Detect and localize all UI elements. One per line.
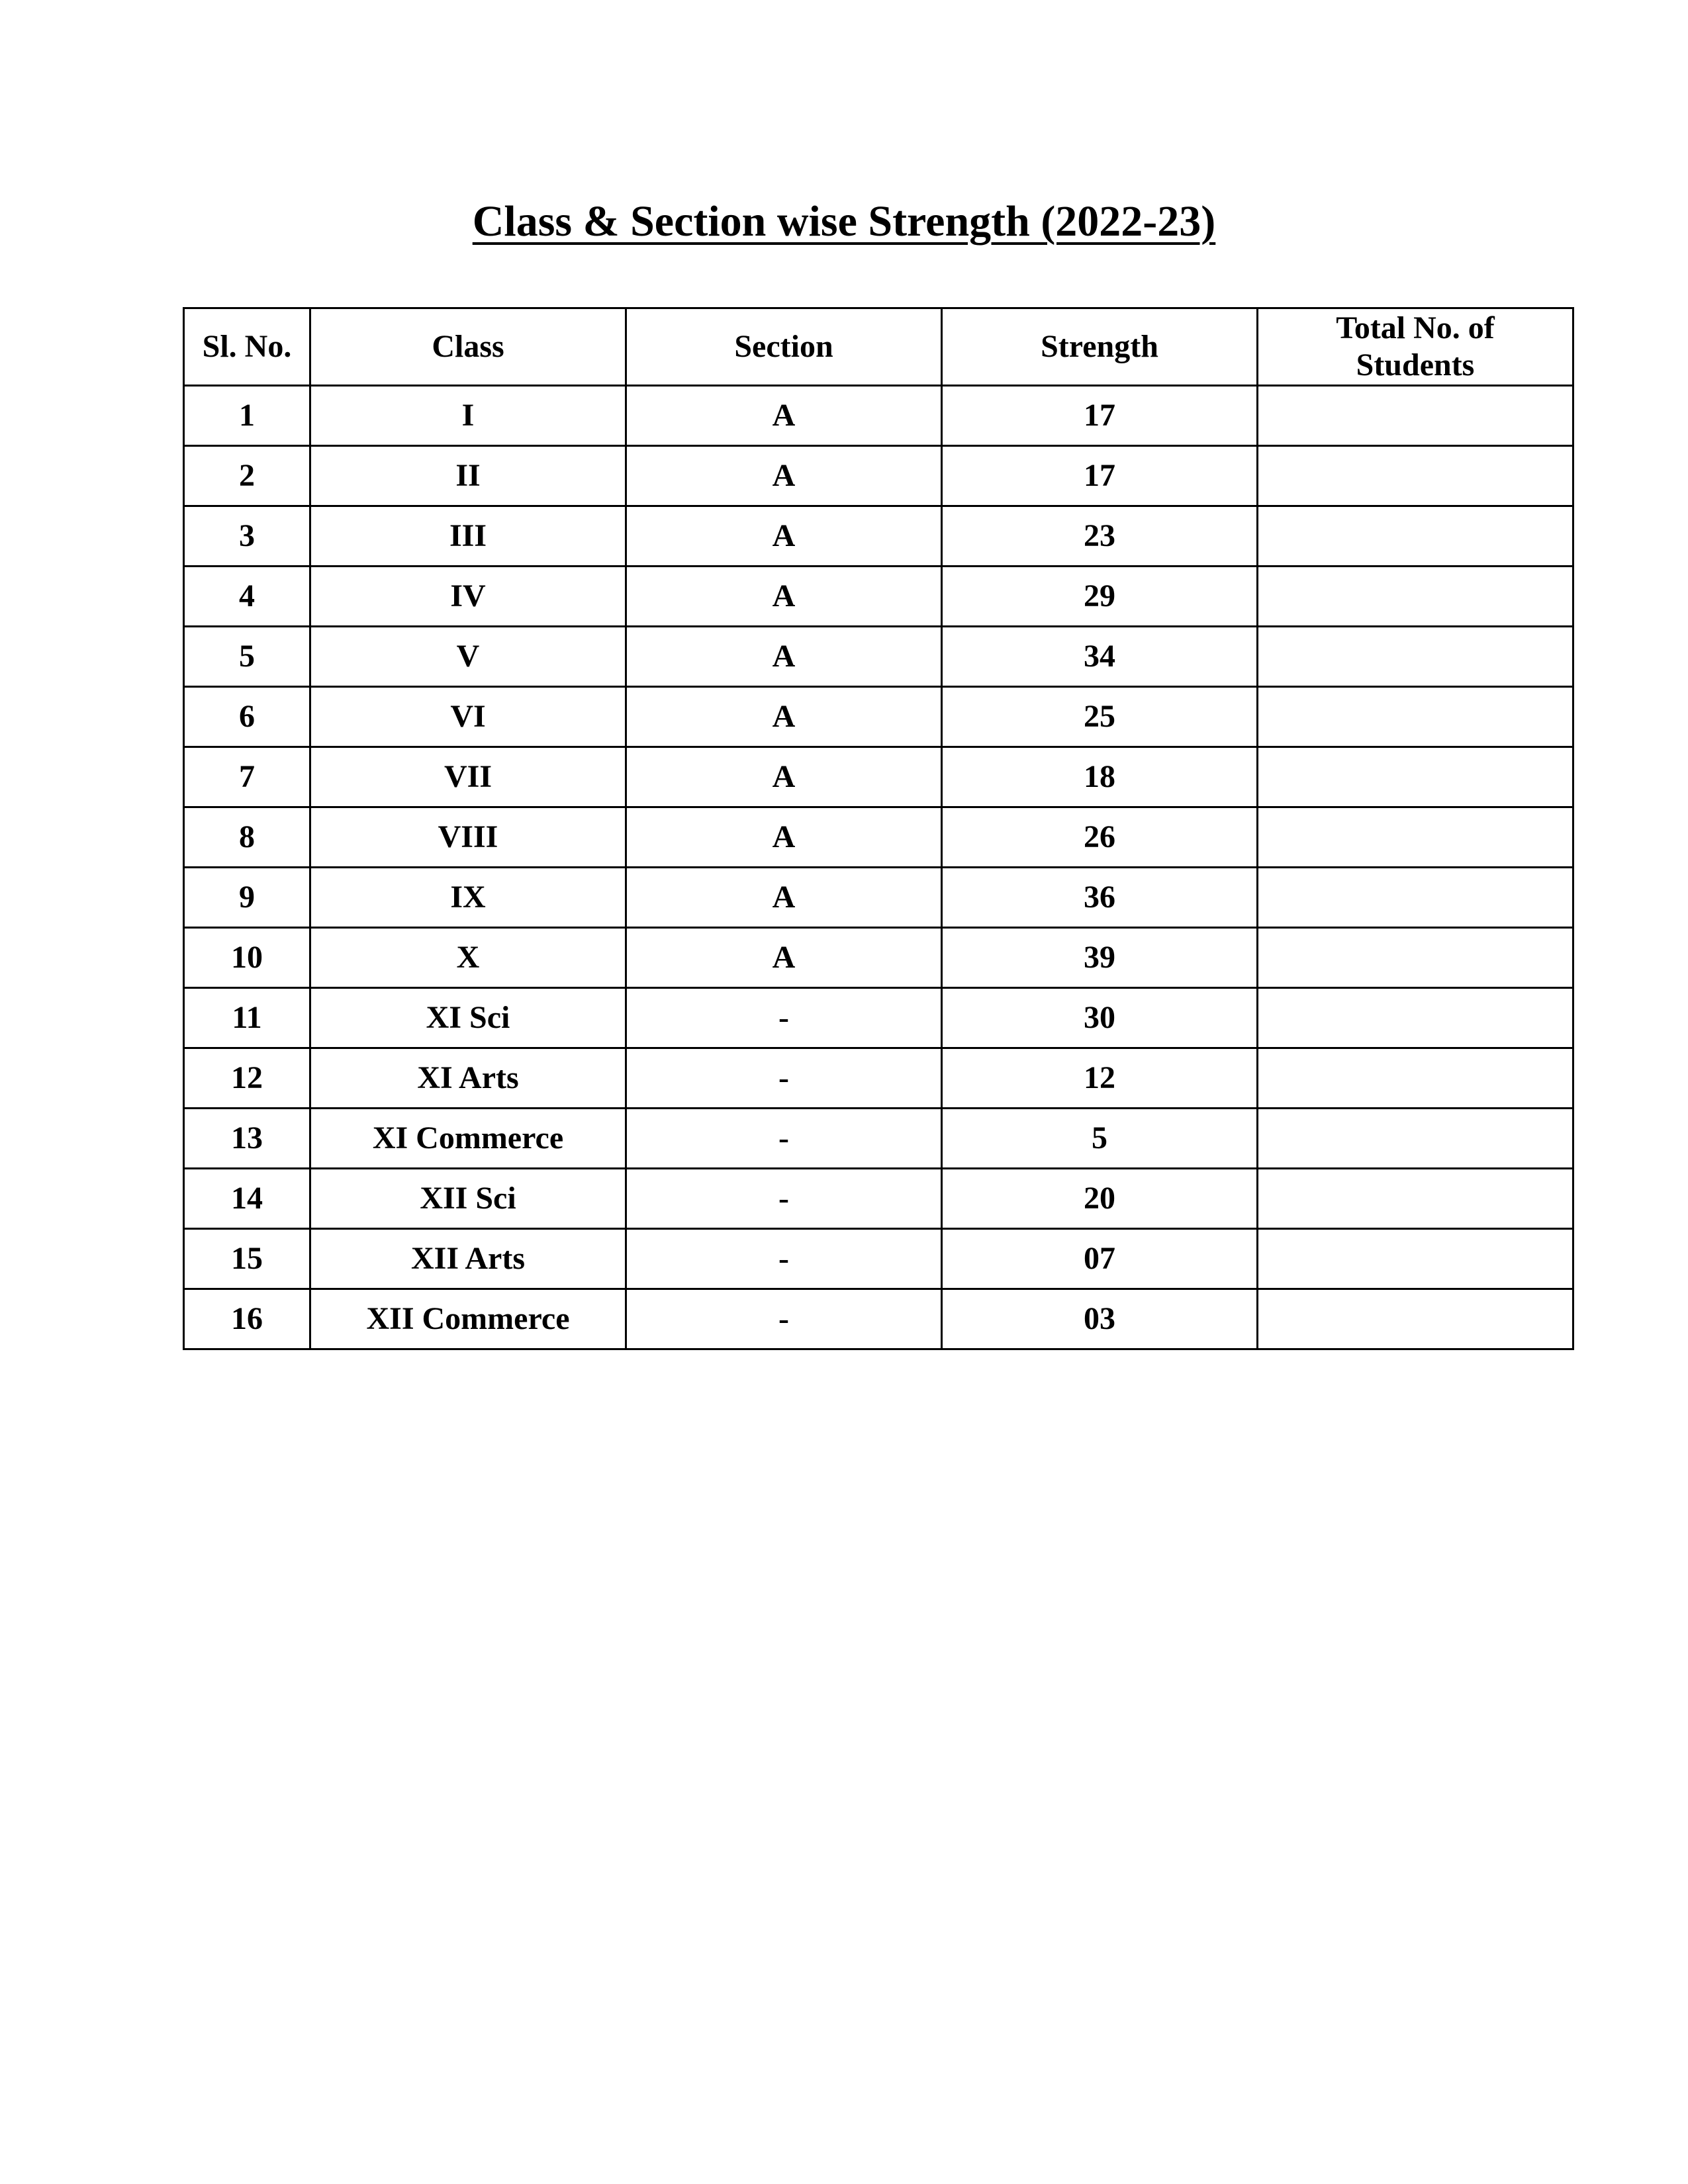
table-row xyxy=(184,928,1573,988)
cell-class: XII Commerce xyxy=(310,1289,626,1349)
cell-sl-no: 16 xyxy=(184,1289,310,1349)
cell-section: A xyxy=(626,807,942,868)
cell-section: A xyxy=(626,627,942,687)
header-section: Section xyxy=(626,308,942,386)
cell-section: A xyxy=(626,506,942,567)
cell-class: IX xyxy=(310,868,626,928)
cell-total-students xyxy=(1258,868,1573,928)
cell-class: VII xyxy=(310,747,626,807)
cell-strength: 39 xyxy=(942,928,1258,988)
cell-sl-no: 8 xyxy=(184,807,310,868)
table-row xyxy=(184,627,1573,687)
cell-class: X xyxy=(310,928,626,988)
cell-strength: 26 xyxy=(942,807,1258,868)
cell-section: A xyxy=(626,567,942,627)
cell-sl-no: 5 xyxy=(184,627,310,687)
table-row xyxy=(184,446,1573,506)
cell-total-students xyxy=(1258,1289,1573,1349)
cell-section: - xyxy=(626,1048,942,1109)
table-body xyxy=(184,386,1573,1349)
header-class: Class xyxy=(310,308,626,386)
cell-class: V xyxy=(310,627,626,687)
cell-strength: 12 xyxy=(942,1048,1258,1109)
header-total-line1: Total No. of xyxy=(1336,310,1495,345)
cell-strength: 34 xyxy=(942,627,1258,687)
cell-total-students xyxy=(1258,1229,1573,1289)
cell-class: II xyxy=(310,446,626,506)
cell-total-students xyxy=(1258,807,1573,868)
table-row xyxy=(184,1169,1573,1229)
header-sl-no: Sl. No. xyxy=(184,308,310,386)
cell-class: III xyxy=(310,506,626,567)
cell-strength: 20 xyxy=(942,1169,1258,1229)
cell-sl-no: 2 xyxy=(184,446,310,506)
cell-strength: 23 xyxy=(942,506,1258,567)
cell-strength: 17 xyxy=(942,386,1258,446)
cell-section: - xyxy=(626,1229,942,1289)
cell-sl-no: 7 xyxy=(184,747,310,807)
cell-sl-no: 4 xyxy=(184,567,310,627)
table-row xyxy=(184,988,1573,1048)
cell-section: A xyxy=(626,687,942,747)
cell-strength: 07 xyxy=(942,1229,1258,1289)
cell-total-students xyxy=(1258,567,1573,627)
cell-total-students xyxy=(1258,988,1573,1048)
cell-class: I xyxy=(310,386,626,446)
table-row xyxy=(184,747,1573,807)
header-strength: Strength xyxy=(942,308,1258,386)
cell-strength: 17 xyxy=(942,446,1258,506)
cell-section: A xyxy=(626,747,942,807)
cell-class: XI Commerce xyxy=(310,1109,626,1169)
table-row xyxy=(184,386,1573,446)
table-header-row xyxy=(184,308,1573,386)
cell-total-students xyxy=(1258,627,1573,687)
cell-total-students xyxy=(1258,386,1573,446)
page-title xyxy=(0,192,1688,251)
cell-section: - xyxy=(626,988,942,1048)
cell-class: XI Arts xyxy=(310,1048,626,1109)
table-row xyxy=(184,1109,1573,1169)
cell-sl-no: 1 xyxy=(184,386,310,446)
cell-total-students xyxy=(1258,1048,1573,1109)
table-row xyxy=(184,567,1573,627)
header-total-students xyxy=(1258,308,1573,386)
cell-strength: 29 xyxy=(942,567,1258,627)
cell-strength: 18 xyxy=(942,747,1258,807)
table-row xyxy=(184,1048,1573,1109)
cell-class: VIII xyxy=(310,807,626,868)
cell-sl-no: 13 xyxy=(184,1109,310,1169)
cell-sl-no: 12 xyxy=(184,1048,310,1109)
page-title-text: Class & Section wise Strength (2022-23) xyxy=(472,197,1216,246)
cell-strength: 5 xyxy=(942,1109,1258,1169)
cell-section: A xyxy=(626,928,942,988)
table-row xyxy=(184,868,1573,928)
cell-total-students xyxy=(1258,446,1573,506)
cell-sl-no: 11 xyxy=(184,988,310,1048)
cell-sl-no: 15 xyxy=(184,1229,310,1289)
cell-class: IV xyxy=(310,567,626,627)
cell-class: VI xyxy=(310,687,626,747)
cell-strength: 36 xyxy=(942,868,1258,928)
cell-section: A xyxy=(626,868,942,928)
cell-total-students xyxy=(1258,1109,1573,1169)
cell-class: XI Sci xyxy=(310,988,626,1048)
table-row xyxy=(184,807,1573,868)
cell-section: - xyxy=(626,1169,942,1229)
cell-total-students xyxy=(1258,506,1573,567)
cell-class: XII Arts xyxy=(310,1229,626,1289)
cell-total-students xyxy=(1258,1169,1573,1229)
table-row xyxy=(184,687,1573,747)
strength-table xyxy=(183,307,1574,1350)
cell-class: XII Sci xyxy=(310,1169,626,1229)
cell-sl-no: 3 xyxy=(184,506,310,567)
cell-sl-no: 6 xyxy=(184,687,310,747)
table-row xyxy=(184,1229,1573,1289)
cell-strength: 25 xyxy=(942,687,1258,747)
cell-strength: 03 xyxy=(942,1289,1258,1349)
cell-total-students xyxy=(1258,747,1573,807)
cell-section: - xyxy=(626,1289,942,1349)
cell-sl-no: 14 xyxy=(184,1169,310,1229)
cell-section: - xyxy=(626,1109,942,1169)
cell-sl-no: 10 xyxy=(184,928,310,988)
cell-total-students xyxy=(1258,928,1573,988)
cell-sl-no: 9 xyxy=(184,868,310,928)
header-total-line2: Students xyxy=(1356,347,1475,383)
cell-section: A xyxy=(626,446,942,506)
table-row xyxy=(184,1289,1573,1349)
table-row xyxy=(184,506,1573,567)
cell-section: A xyxy=(626,386,942,446)
cell-strength: 30 xyxy=(942,988,1258,1048)
cell-total-students xyxy=(1258,687,1573,747)
